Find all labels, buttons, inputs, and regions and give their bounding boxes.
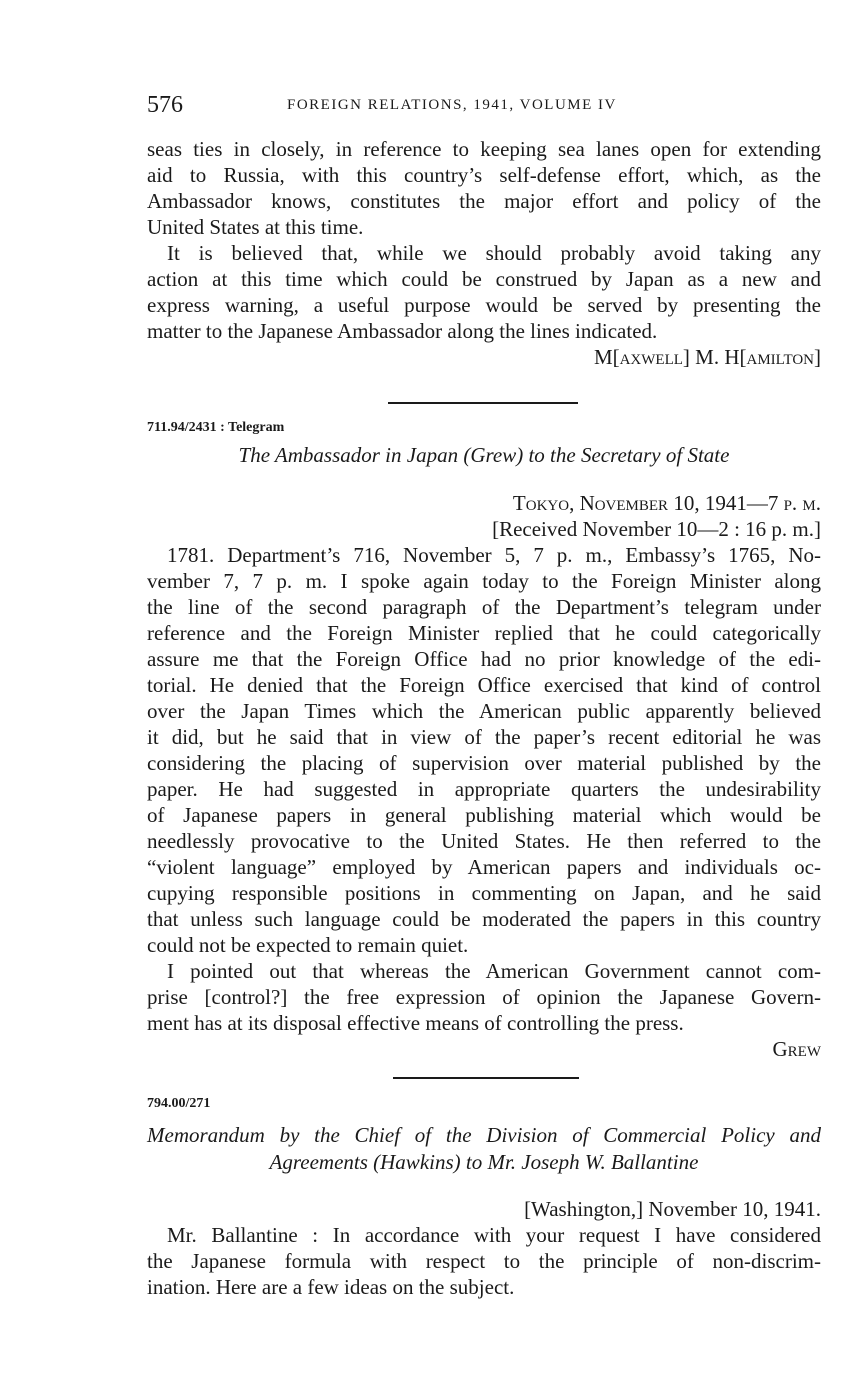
doc2-p1-line: that unless such language could be moderated the papers in this country	[147, 907, 821, 931]
doc2-p1-line: of Japanese papers in general publishing material which would be	[147, 803, 821, 827]
doc2-p1-line: considering the placing of supervision over material published by the	[147, 751, 821, 775]
page-number: 576	[147, 92, 183, 118]
page-header	[147, 92, 821, 122]
doc2-p1-line: the line of the second paragraph of the Department’s telegram under	[147, 595, 821, 619]
doc1-p2-line: It is believed that, while we should probably avoid taking any	[167, 241, 821, 265]
doc1-p1-line: seas ties in closely, in reference to keeping sea lanes open for extending	[147, 137, 821, 161]
doc1-p1-line: aid to Russia, with this country’s self-defense effort, which, as the	[147, 163, 821, 187]
doc3-title-line: Memorandum by the Chief of the Division of Commercial Policy and	[147, 1123, 821, 1147]
doc2-file-number: 711.94/2431 : Telegram	[147, 420, 285, 435]
doc3-title-line: Agreements (Hawkins) to Mr. Joseph W. Ballantine	[269, 1150, 699, 1174]
doc3-dateline: [Washington,] November 10, 1941.	[524, 1197, 821, 1221]
doc2-p1-line: it did, but he said that in view of the paper’s recent editorial he was	[147, 725, 821, 749]
doc1-p1-line: Ambassador knows, constitutes the major effort and policy of the	[147, 189, 821, 213]
doc2-p2-line: ment has at its disposal effective means of controlling the press.	[147, 1011, 684, 1035]
doc1-signature: M[axwell] M. H[amilton]	[593, 345, 821, 369]
doc3-p1-line: ination. Here are a few ideas on the subject.	[147, 1275, 515, 1299]
doc2-p2-line: I pointed out that whereas the American Government cannot com-	[167, 959, 821, 983]
doc2-p1-line: 1781. Department’s 716, November 5, 7 p. m., Embassy’s 1765, No-	[167, 543, 821, 567]
doc2-dateline-text: Tokyo, November 10, 1941—7 p. m.	[512, 491, 821, 515]
doc2-p1-line: needlessly provocative to the United States. He then referred to the	[147, 829, 821, 853]
doc1-p2-line: express warning, a useful purpose would be served by presenting the	[147, 293, 821, 317]
doc2-p1-line: assure me that the Foreign Office had no prior knowledge of the edi-	[147, 647, 821, 671]
doc2-p1-line: cupying responsible positions in commenting on Japan, and he said	[147, 881, 821, 905]
doc3-title	[147, 1122, 821, 1176]
doc2-p1-line: “violent language” employed by American papers and individuals oc-	[147, 855, 821, 879]
doc2-p1-line: could not be expected to remain quiet.	[147, 933, 469, 957]
doc2-received: [Received November 10—2 : 16 p. m.]	[492, 517, 821, 541]
doc2-body	[147, 490, 821, 1062]
doc3-body	[147, 1196, 821, 1300]
running-title: FOREIGN RELATIONS, 1941, VOLUME IV	[287, 97, 617, 113]
doc3-p1-line: the Japanese formula with respect to the principle of non-discrim-	[147, 1249, 821, 1273]
doc2-signature: Grew	[772, 1037, 821, 1061]
doc2-dateline	[147, 490, 821, 516]
doc2-p1-line: reference and the Foreign Minister replied that he could categorically	[147, 621, 821, 645]
section-divider	[393, 1077, 579, 1079]
doc2-p1-line: paper. He had suggested in appropriate quarters the undesirability	[147, 777, 821, 801]
doc2-p2-line: prise [control?] the free expression of opinion the Japanese Govern-	[147, 985, 821, 1009]
doc2-p1-line: torial. He denied that the Foreign Office exercised that kind of control	[147, 673, 821, 697]
section-divider	[388, 402, 578, 404]
doc2-title: The Ambassador in Japan (Grew) to the Secretary of State	[238, 443, 730, 467]
doc1-p2-line: matter to the Japanese Ambassador along the lines indicated.	[147, 319, 658, 343]
doc3-file-number: 794.00/271	[147, 1096, 211, 1111]
doc1-p2-line: action at this time which could be construed by Japan as a new and	[147, 267, 821, 291]
doc1-p1-line: United States at this time.	[147, 215, 364, 239]
doc2-p1-line: vember 7, 7 p. m. I spoke again today to the Foreign Minister along	[147, 569, 821, 593]
doc3-p1-line: Mr. Ballantine : In accordance with your request I have considered	[167, 1223, 821, 1247]
doc2-p1-line: over the Japan Times which the American public apparently believed	[147, 699, 821, 723]
doc1-body	[147, 136, 821, 370]
